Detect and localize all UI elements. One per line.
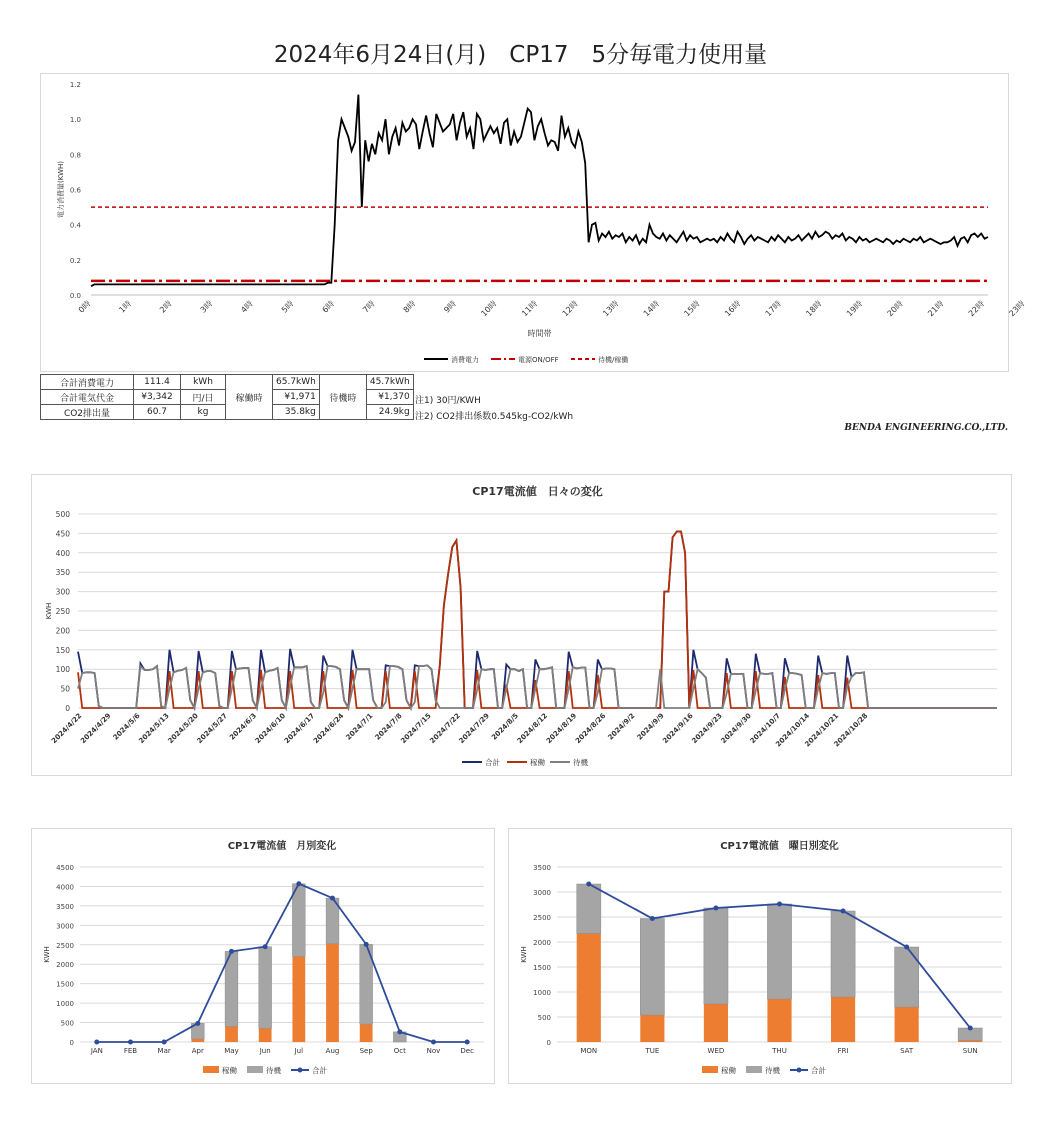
- x-tick-label: Apr: [191, 1047, 204, 1055]
- x-tick-label: Nov: [426, 1047, 441, 1055]
- x-tick-label: 22時: [966, 299, 987, 319]
- x-tick-label: 2024/9/30: [719, 711, 753, 746]
- x-tick-label: 17時: [763, 299, 783, 319]
- x-tick-label: 7時: [361, 299, 377, 315]
- bar-operating: [292, 956, 305, 1042]
- y-tick-label: 0: [69, 1039, 74, 1047]
- x-tick-label: May: [224, 1047, 239, 1055]
- summary-table: [40, 374, 414, 420]
- legend-label: 稼働: [721, 1066, 736, 1075]
- bar-standby: [259, 947, 272, 1029]
- standby-kwh: 45.7kWh: [366, 375, 413, 390]
- total-power-value: 111.4: [134, 375, 181, 390]
- x-tick-label: 8時: [401, 299, 418, 315]
- total-cost-value: ¥3,342: [134, 390, 181, 405]
- x-tick-label: 2024/10/14: [774, 711, 812, 749]
- bar-operating: [831, 997, 855, 1042]
- x-tick-label: 12時: [560, 299, 580, 319]
- x-tick-label: 2024/10/21: [803, 711, 841, 749]
- x-tick-label: 18時: [804, 299, 824, 319]
- bar-operating: [326, 944, 339, 1042]
- x-tick-label: Jul: [294, 1047, 304, 1055]
- y-tick-label: 500: [60, 1019, 74, 1028]
- x-tick-label: 14時: [641, 299, 662, 319]
- x-tick-label: 2024/10/7: [748, 711, 783, 746]
- y-axis-label: KWH: [520, 946, 528, 963]
- x-tick-label: 2024/6/24: [312, 711, 346, 746]
- x-tick-label: 2024/8/19: [544, 711, 579, 746]
- standby-cost: ¥1,370: [366, 390, 413, 405]
- operating-co2: 35.8kg: [273, 405, 320, 420]
- x-tick-label: JAN: [90, 1047, 103, 1055]
- x-tick-label: Jun: [259, 1047, 271, 1055]
- operating-line: [78, 532, 993, 709]
- standby-line: [78, 665, 997, 708]
- total-point: [162, 1040, 167, 1045]
- y-tick-label: 500: [537, 1014, 551, 1022]
- y-tick-label: 400: [55, 548, 70, 558]
- chart-title: CP17電流値 曜日別変化: [720, 841, 839, 852]
- x-tick-label: 23時: [1007, 299, 1027, 319]
- total-point: [586, 882, 591, 887]
- daily-chart: [32, 475, 1011, 775]
- power-chart-panel: [40, 73, 1027, 372]
- co2-unit: kg: [181, 405, 226, 420]
- total-point: [296, 881, 301, 886]
- total-point: [330, 896, 335, 901]
- total-power-unit: kWh: [181, 375, 226, 390]
- total-point: [397, 1029, 402, 1034]
- total-point: [431, 1040, 436, 1045]
- x-tick-label: 3時: [198, 299, 215, 315]
- standby-co2: 24.9kg: [366, 405, 413, 420]
- chart-title: CP17電流値 月別変化: [227, 841, 337, 852]
- x-tick-label: 5時: [279, 299, 296, 315]
- y-tick-label: 4500: [56, 864, 74, 872]
- legend-standby: 待機/稼働: [598, 356, 629, 364]
- standby-label: 待機時: [319, 375, 366, 420]
- legend-operating-swatch: [203, 1066, 219, 1073]
- x-tick-label: 16時: [723, 299, 743, 319]
- x-tick-label: 4時: [239, 299, 255, 315]
- total-point: [841, 909, 846, 914]
- y-tick-label: 1000: [56, 1000, 74, 1009]
- x-tick-label: 2024/5/20: [166, 711, 200, 746]
- y-tick-label: 100: [55, 665, 70, 675]
- x-tick-label: 21時: [926, 299, 946, 319]
- total-line: [97, 884, 467, 1042]
- bar-standby: [704, 908, 728, 1004]
- total-point: [650, 916, 655, 921]
- total-point: [128, 1040, 133, 1045]
- legend-label: 待機: [266, 1066, 281, 1075]
- operating-cost: ¥1,971: [273, 390, 320, 405]
- consumption-line: [91, 95, 988, 287]
- y-tick-label: 200: [55, 626, 70, 636]
- total-cost-unit: 円/日: [181, 390, 226, 405]
- total-point: [465, 1040, 470, 1045]
- legend-label: 合計: [485, 758, 500, 767]
- y-tick-label: 2500: [533, 914, 551, 922]
- total-point: [904, 945, 909, 950]
- y-tick-label: 1500: [533, 964, 551, 972]
- note-2: 注2) CO2排出係数0.545kg-CO2/kWh: [415, 412, 574, 422]
- y-tick-label: 4000: [56, 883, 74, 892]
- x-tick-label: 20時: [885, 299, 905, 319]
- bar-standby: [831, 911, 855, 997]
- legend-standby-swatch: [746, 1066, 762, 1073]
- y-tick-label: 3000: [533, 889, 551, 897]
- x-tick-label: TUE: [645, 1047, 660, 1055]
- weekday-chart-panel: [508, 828, 1012, 1084]
- total-point: [94, 1040, 99, 1045]
- x-tick-label: 2024/8/12: [515, 711, 550, 746]
- daily-chart-panel: [31, 474, 1012, 776]
- y-tick-label: 0.0: [69, 292, 81, 300]
- x-axis-label: 時間帯: [527, 329, 552, 338]
- x-tick-label: 2024/5/6: [111, 711, 142, 742]
- co2-label: CO2排出量: [41, 405, 134, 420]
- y-axis-label: KWH: [43, 946, 51, 963]
- x-tick-label: Aug: [325, 1047, 340, 1055]
- bar-operating: [767, 999, 791, 1042]
- bar-standby: [895, 947, 919, 1007]
- page-title: 2024年6月24日(月) CP17 5分毎電力使用量: [273, 42, 768, 68]
- x-tick-label: 2024/8/26: [573, 711, 608, 746]
- y-tick-label: 0.8: [69, 151, 81, 160]
- x-tick-label: FRI: [837, 1047, 849, 1055]
- y-tick-label: 0: [65, 704, 70, 713]
- legend-standby-swatch: [247, 1066, 263, 1073]
- x-tick-label: Oct: [393, 1047, 406, 1055]
- note-1: 注1) 30円/KWH: [415, 396, 481, 406]
- legend-label: 待機: [765, 1066, 780, 1075]
- total-point: [263, 944, 268, 949]
- x-tick-label: THU: [772, 1047, 787, 1055]
- y-tick-label: 1.0: [69, 116, 81, 125]
- y-axis-label: KWH: [45, 602, 53, 620]
- x-tick-label: 11時: [519, 299, 540, 319]
- x-tick-label: 15時: [682, 299, 702, 319]
- y-tick-label: 500: [55, 510, 70, 519]
- y-tick-label: 0: [546, 1039, 551, 1047]
- x-tick-label: 13時: [601, 299, 621, 319]
- x-tick-label: 2024/5/27: [195, 711, 229, 746]
- y-tick-label: 3500: [56, 902, 74, 911]
- y-tick-label: 2000: [56, 961, 74, 970]
- legend-label: 合計: [811, 1066, 826, 1075]
- bar-operating: [360, 1024, 373, 1042]
- x-tick-label: 10時: [479, 299, 499, 319]
- y-tick-label: 1000: [533, 989, 551, 997]
- bar-operating: [225, 1026, 238, 1042]
- legend-total-marker: [298, 1068, 303, 1073]
- power-chart: [41, 74, 1027, 371]
- x-tick-label: 2024/8/5: [490, 711, 521, 742]
- bar-standby: [640, 919, 664, 1016]
- operating-label: 稼働時: [226, 375, 273, 420]
- y-tick-label: 0.4: [69, 221, 81, 230]
- y-tick-label: 2000: [533, 939, 551, 947]
- weekday-chart: [509, 829, 1011, 1083]
- bar-operating: [577, 934, 601, 1043]
- x-tick-label: 2024/7/22: [428, 711, 462, 746]
- y-tick-label: 3000: [56, 922, 74, 931]
- total-point: [364, 942, 369, 947]
- y-tick-label: 2500: [56, 941, 74, 950]
- y-tick-label: 50: [60, 684, 70, 694]
- x-tick-label: 2024/7/1: [344, 711, 375, 742]
- legend-label: 稼働: [530, 758, 545, 767]
- x-tick-label: WED: [707, 1047, 725, 1055]
- x-tick-label: 6時: [320, 299, 337, 315]
- total-point: [968, 1026, 973, 1031]
- operating-kwh: 65.7kWh: [273, 375, 320, 390]
- legend-label: 稼働: [222, 1066, 237, 1075]
- x-tick-label: 2024/9/9: [635, 711, 666, 742]
- x-tick-label: 2024/9/23: [690, 711, 724, 746]
- total-cost-label: 合計電気代金: [41, 390, 134, 405]
- bar-standby: [767, 904, 791, 999]
- legend-consumption: 消費電力: [451, 356, 479, 364]
- x-tick-label: Mar: [157, 1047, 171, 1055]
- x-tick-label: SAT: [900, 1047, 914, 1055]
- x-tick-label: 2024/6/3: [228, 711, 259, 742]
- total-point: [713, 906, 718, 911]
- y-tick-label: 1500: [56, 980, 74, 989]
- x-tick-label: Sep: [359, 1047, 373, 1055]
- x-tick-label: 2024/4/22: [50, 711, 84, 746]
- x-tick-label: 2024/5/13: [137, 711, 171, 746]
- bar-operating: [191, 1039, 204, 1042]
- y-tick-label: 1.2: [69, 81, 81, 89]
- y-tick-label: 0.6: [69, 186, 81, 195]
- legend-power: 電源ON/OFF: [518, 356, 559, 364]
- bar-operating: [259, 1028, 272, 1042]
- x-tick-label: FEB: [123, 1047, 138, 1055]
- x-tick-label: 9時: [442, 299, 458, 315]
- bar-standby: [577, 884, 601, 934]
- legend-label: 待機: [573, 758, 588, 767]
- x-tick-label: 2024/7/29: [457, 711, 491, 746]
- x-tick-label: 2024/9/16: [661, 711, 695, 746]
- x-tick-label: 2024/7/8: [373, 711, 404, 742]
- bar-standby: [292, 884, 305, 957]
- x-tick-label: SUN: [962, 1047, 978, 1055]
- x-tick-label: Dec: [460, 1047, 474, 1055]
- x-tick-label: 2024/6/17: [282, 711, 317, 746]
- total-point: [195, 1021, 200, 1026]
- y-tick-label: 450: [55, 529, 70, 539]
- legend-total-marker: [797, 1068, 802, 1073]
- legend-label: 合計: [312, 1066, 327, 1075]
- y-axis-label: 電力消費量(KWH): [57, 161, 65, 218]
- x-tick-label: 2024/4/29: [79, 711, 113, 746]
- chart-title: CP17電流値 日々の変化: [472, 485, 603, 498]
- x-tick-label: MON: [580, 1047, 598, 1055]
- co2-value: 60.7: [134, 405, 181, 420]
- x-tick-label: 0時: [76, 299, 93, 315]
- y-tick-label: 250: [55, 607, 70, 616]
- x-tick-label: 2024/6/10: [253, 711, 288, 746]
- legend-operating-swatch: [702, 1066, 718, 1073]
- y-tick-label: 350: [55, 568, 70, 578]
- total-power-label: 合計消費電力: [41, 375, 134, 390]
- x-tick-label: 2時: [158, 299, 174, 315]
- bar-operating: [895, 1007, 919, 1042]
- y-tick-label: 300: [55, 587, 70, 597]
- monthly-chart: [32, 829, 494, 1083]
- y-tick-label: 3500: [533, 864, 551, 872]
- y-tick-label: 0.2: [69, 256, 81, 265]
- total-point: [229, 949, 234, 954]
- x-tick-label: 1時: [117, 299, 134, 315]
- x-tick-label: 2024/9/2: [606, 711, 637, 742]
- x-tick-label: 2024/7/15: [399, 711, 433, 746]
- bar-operating: [704, 1004, 728, 1042]
- total-point: [777, 902, 782, 907]
- x-tick-label: 2024/10/28: [832, 711, 870, 749]
- bar-operating: [640, 1015, 664, 1042]
- company-name: BENDA ENGINEERING.CO.,LTD.: [844, 423, 1008, 433]
- y-tick-label: 150: [55, 645, 70, 655]
- x-tick-label: 19時: [844, 299, 865, 319]
- monthly-chart-panel: [31, 828, 495, 1084]
